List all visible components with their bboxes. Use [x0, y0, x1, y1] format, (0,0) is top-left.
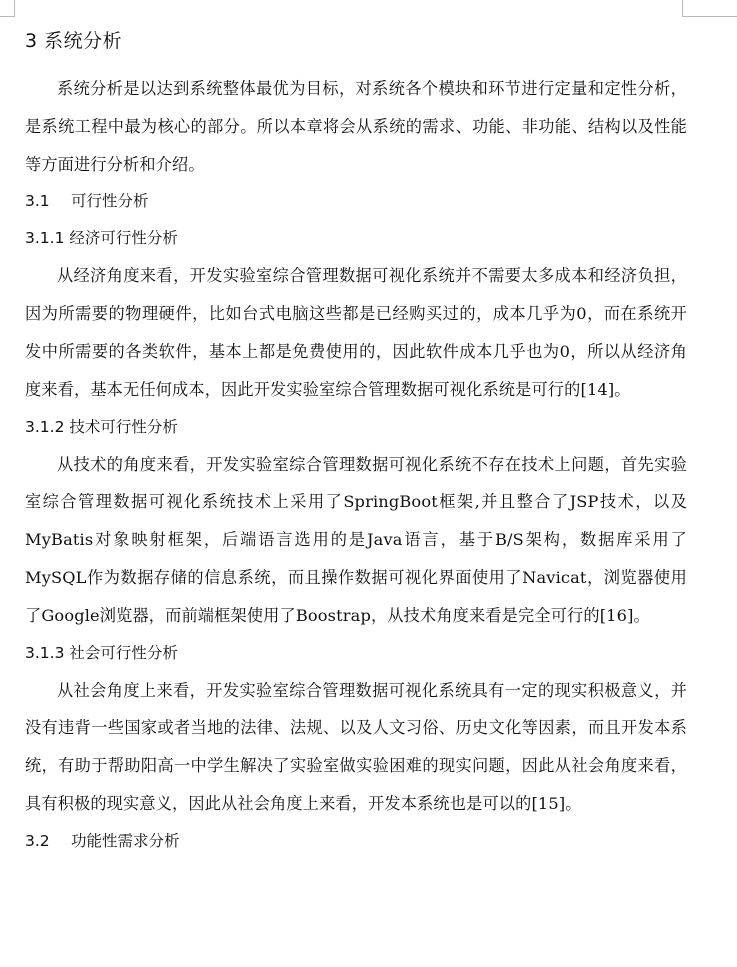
subsection-heading-3-1-3: 3.1.3 社会可行性分析	[25, 643, 178, 662]
economic-feasibility-paragraph: 从经济角度来看，开发实验室综合管理数据可视化系统并不需要太多成本和经济负担，因为所需要的物理硬件，比如台式电脑这些都是已经购买过的，成本几乎为0，而在系统开发中所需要的各类软件，基本上都是免费使用的，因此软件成本几乎也为0，所以从经济角度来看，基本无任何成本，因此开发实验室综合管理数据可视化系统是可行的[14]。	[25, 266, 687, 399]
document-page	[25, 22, 687, 860]
crop-mark-top-left	[0, 0, 15, 17]
spacer	[25, 60, 687, 70]
chapter-title: 3 系统分析	[25, 30, 123, 52]
technical-feasibility-paragraph: 从技术的角度来看，开发实验室综合管理数据可视化系统不存在技术上问题，首先实验室综合管理数据可视化系统技术上采用了SpringBoot框架,并且整合了JSP技术，以及MyBatis对象映射框架，后端语言选用的是Java语言，基于B/S架构，数据库采用了MySQL作为数据存储的信息系统，而且操作数据可视化界面使用了Navicat，浏览器使用了Google浏览器，而前端框架使用了Boostrap，从技术角度来看是完全可行的[16]。	[25, 454, 687, 625]
section-heading-3-2	[25, 823, 687, 860]
social-feasibility-paragraph: 从社会角度上来看，开发实验室综合管理数据可视化系统具有一定的现实积极意义，并没有违背一些国家或者当地的法律、法规、以及人文习俗、历史文化等因素，而且开发本系统，有助于帮助阳高一中学生解决了实验室做实验困难的现实问题，因此从社会角度来看，具有积极的现实意义，因此从社会角度上来看，开发本系统也是可以的[15]。	[25, 680, 687, 813]
intro-paragraph: 系统分析是以达到系统整体最优为目标，对系统各个模块和环节进行定量和定性分析，是系统工程中最为核心的部分。所以本章将会从系统的需求、功能、非功能、结构以及性能等方面进行分析和介绍。	[25, 79, 687, 174]
section-heading-3-1	[25, 183, 687, 220]
section-title-text: 可行性分析	[71, 192, 149, 211]
crop-mark-top-right	[682, 0, 737, 17]
section-title-text: 功能性需求分析	[71, 831, 180, 850]
subsection-heading-3-1-1: 3.1.1 经济可行性分析	[25, 229, 178, 248]
section-number: 3.1	[25, 192, 50, 211]
subsection-heading-3-1-2: 3.1.2 技术可行性分析	[25, 417, 178, 436]
section-number: 3.2	[25, 831, 50, 850]
